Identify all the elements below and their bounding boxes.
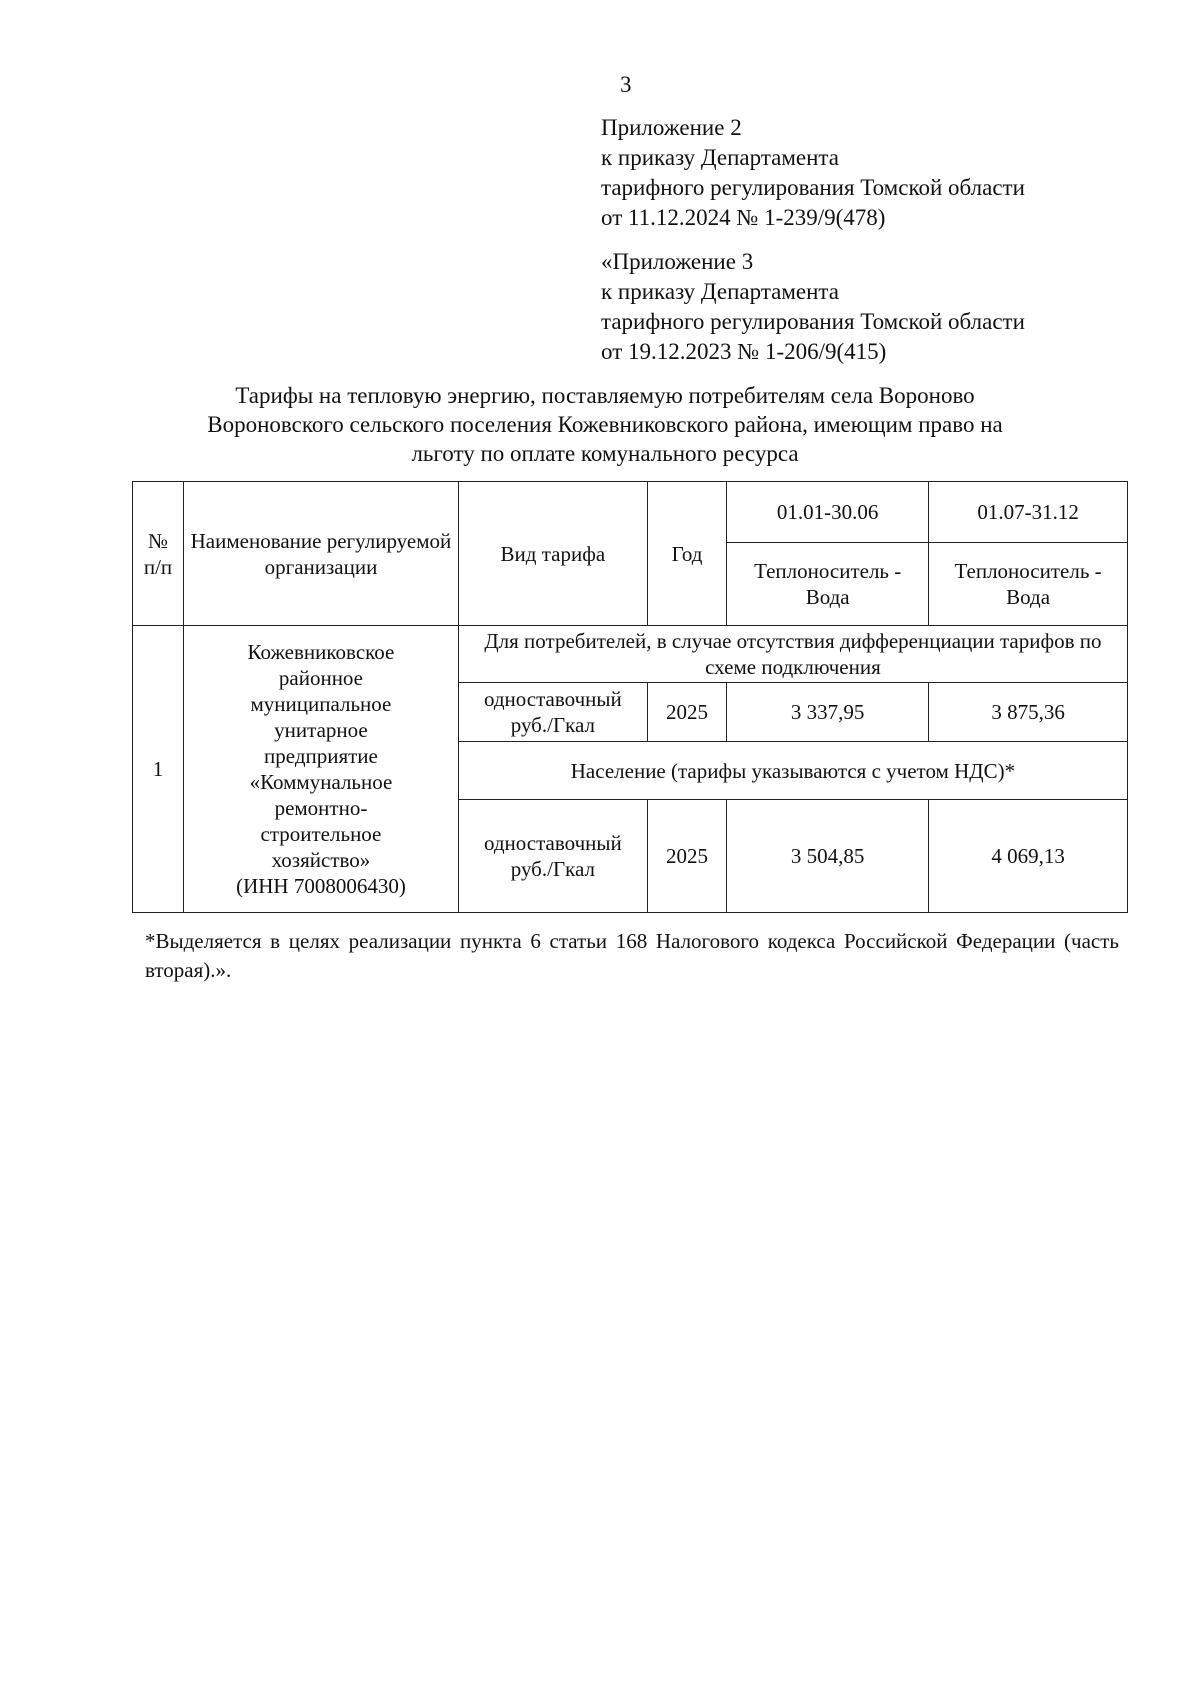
header-carrier-2: Теплоноситель - Вода [929,543,1128,626]
header-organization: Наименование регулируемой организации [184,482,459,626]
tariff-type-cell: одноставочный руб./Гкал [458,683,647,742]
year-cell: 2025 [647,683,726,742]
appendix-current-line-2: к приказу Департамента [601,145,839,170]
row-number: 1 [133,626,184,913]
header-number: № п/п [133,482,184,626]
section-population: Население (тарифы указываются с учетом НДС)* [458,742,1127,800]
organization-name-line: муниципальное [250,692,392,716]
organization-name-line: Кожевниковское [247,640,395,664]
document-title [130,381,1080,468]
organization-name-line: районное [278,666,364,690]
organization-inn: (ИНН 7008006430) [236,874,406,898]
footnote: *Выделяется в целях реализации пункта 6 статьи 168 Налогового кодекса Российской Федерации (часть вторая).». [145,929,1119,982]
header-period-1: 01.01-30.06 [727,482,929,543]
appendix-original-line-4: от 19.12.2023 № 1-206/9(415) [601,339,887,364]
tariff-value-period-2: 3 875,36 [929,683,1128,742]
header-carrier-1: Теплоноситель - Вода [727,543,929,626]
section-general-consumers: Для потребителей, в случае отсутствия дифференциации тарифов по схеме подключения [458,626,1127,683]
header-tariff-type: Вид тарифа [458,482,647,626]
appendix-current-header [601,113,1025,233]
appendix-current-line-4: от 11.12.2024 № 1-239/9(478) [601,205,886,230]
tariff-value-period-1: 3 504,85 [727,800,929,913]
organization-name-line: ремонтно- [274,796,368,820]
appendix-current-line-1: Приложение 2 [601,115,742,140]
organization-name-line: предприятие [264,744,378,768]
document-title-line-1: Тарифы на тепловую энергию, поставляемую потребителям села Вороново [235,383,975,408]
appendix-original-header [601,247,1025,367]
table-row [133,626,1128,683]
appendix-original-line-2: к приказу Департамента [601,279,839,304]
tariff-value-period-2: 4 069,13 [929,800,1128,913]
document-title-line-3: льготу по оплате комунального ресурса [411,441,799,466]
page-number: 3 [620,72,632,97]
tariff-table [132,481,1128,913]
year-cell: 2025 [647,800,726,913]
organization-name [184,626,459,913]
appendix-original-line-3: тарифного регулирования Томской области [601,309,1025,334]
appendix-current-line-3: тарифного регулирования Томской области [601,175,1025,200]
header-period-2: 01.07-31.12 [929,482,1128,543]
table-header-row [133,482,1128,543]
appendix-original-line-1: «Приложение 3 [601,249,754,274]
tariff-value-period-1: 3 337,95 [727,683,929,742]
organization-name-line: строительное [260,822,382,846]
tariff-type-cell: одноставочный руб./Гкал [458,800,647,913]
document-title-line-2: Вороновского сельского поселения Кожевниковского района, имеющим право на [207,412,1003,437]
organization-name-line: хозяйство» [271,848,371,872]
organization-name-line: «Коммунальное [249,770,393,794]
header-year: Год [647,482,726,626]
organization-name-line: унитарное [274,718,368,742]
